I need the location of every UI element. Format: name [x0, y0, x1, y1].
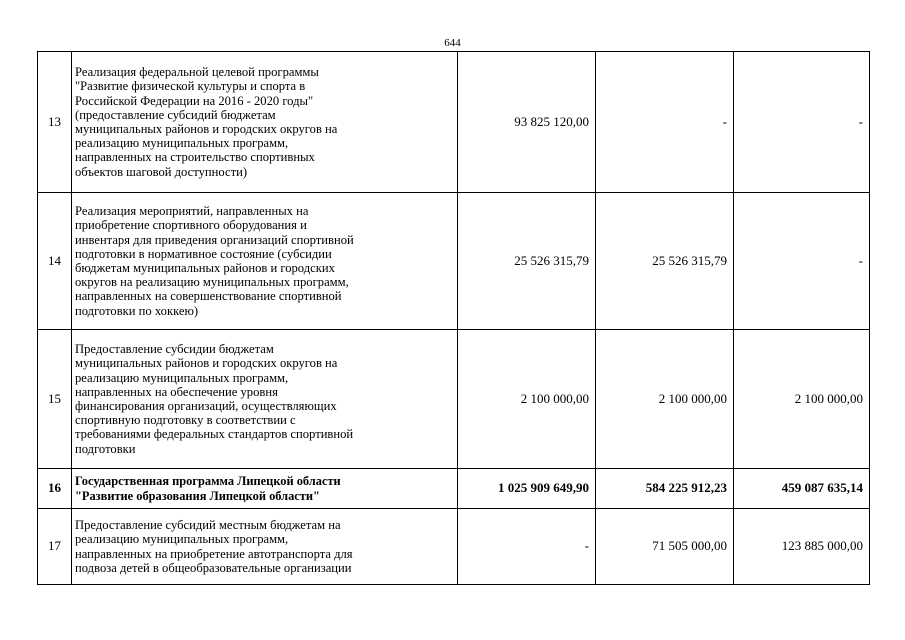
- value-col-3: -: [734, 193, 870, 330]
- description-line: направленных на приобретение автотранспорта для: [75, 546, 353, 561]
- row-number: 13: [38, 52, 72, 193]
- description-line: требованиями федеральных стандартов спортивной: [75, 427, 354, 442]
- value-col-2: -: [596, 52, 734, 193]
- description-line: реализацию муниципальных программ,: [75, 532, 289, 547]
- row-number: 17: [38, 509, 72, 585]
- description-line: подготовки по хоккею): [75, 303, 199, 318]
- description-line: "Развитие образования Липецкой области": [75, 488, 320, 503]
- table-row: [38, 509, 870, 585]
- description-line: Государственная программа Липецкой области: [75, 474, 341, 489]
- value-col-2: 2 100 000,00: [596, 330, 734, 469]
- row-description: [72, 509, 458, 585]
- row-number: 14: [38, 193, 72, 330]
- description-line: (предоставление субсидий бюджетам: [75, 107, 276, 122]
- description-line: реализацию муниципальных программ,: [75, 136, 289, 151]
- row-number: 16: [38, 469, 72, 509]
- description-line: бюджетам муниципальных районов и городских: [75, 261, 335, 275]
- table-row: [38, 52, 870, 193]
- description-line: Российской Федерации на 2016 - 2020 годы": [75, 93, 314, 108]
- description-line: объектов шаговой доступности): [75, 164, 248, 179]
- row-description: [72, 330, 458, 469]
- description-line: приобретение спортивного оборудования и: [75, 218, 307, 233]
- description-line: Предоставление субсидий местным бюджетам на: [75, 518, 341, 533]
- value-col-2: 71 505 000,00: [596, 509, 734, 585]
- description-line: реализацию муниципальных программ,: [75, 370, 289, 385]
- description-line: инвентаря для приведения организаций спортивной: [75, 232, 354, 247]
- row-description: [72, 469, 458, 509]
- description-line: подготовки в нормативное состояние (субсидии: [75, 246, 332, 261]
- description-line: спортивную подготовку в соответствии с: [75, 413, 296, 428]
- description-line: муниципальных районов и городских округов на: [75, 122, 338, 136]
- row-description: [72, 193, 458, 330]
- description-line: направленных на строительство спортивных: [75, 150, 315, 165]
- table-row: [38, 330, 870, 469]
- value-col-3: 459 087 635,14: [734, 469, 870, 509]
- value-col-3: -: [734, 52, 870, 193]
- value-col-2: 584 225 912,23: [596, 469, 734, 509]
- description-line: муниципальных районов и городских округов на: [75, 356, 338, 371]
- row-number: 15: [38, 330, 72, 469]
- value-col-1: 2 100 000,00: [458, 330, 596, 469]
- description-line: подвоза детей в общеобразовательные организации: [75, 560, 352, 575]
- table-row-total: [38, 469, 870, 509]
- page-number: 644: [444, 37, 461, 49]
- value-col-1: 1 025 909 649,90: [458, 469, 596, 509]
- budget-table: [37, 51, 870, 585]
- description-line: "Развитие физической культуры и спорта в: [75, 79, 306, 94]
- description-line: направленных на совершенствование спортивной: [75, 289, 342, 304]
- description-line: Реализация федеральной целевой программы: [75, 65, 319, 80]
- value-col-3: 123 885 000,00: [734, 509, 870, 585]
- value-col-1: -: [458, 509, 596, 585]
- row-description: [72, 52, 458, 193]
- description-line: финансирования организаций, осуществляющих: [75, 399, 337, 413]
- table-row: [38, 193, 870, 330]
- description-line: подготовки: [75, 441, 136, 456]
- description-line: Реализация мероприятий, направленных на: [75, 204, 309, 219]
- value-col-3: 2 100 000,00: [734, 330, 870, 469]
- value-col-2: 25 526 315,79: [596, 193, 734, 330]
- description-line: округов на реализацию муниципальных программ,: [75, 275, 349, 290]
- description-line: Предоставление субсидии бюджетам: [75, 342, 274, 357]
- value-col-1: 25 526 315,79: [458, 193, 596, 330]
- description-line: направленных на обеспечение уровня: [75, 384, 278, 399]
- value-col-1: 93 825 120,00: [458, 52, 596, 193]
